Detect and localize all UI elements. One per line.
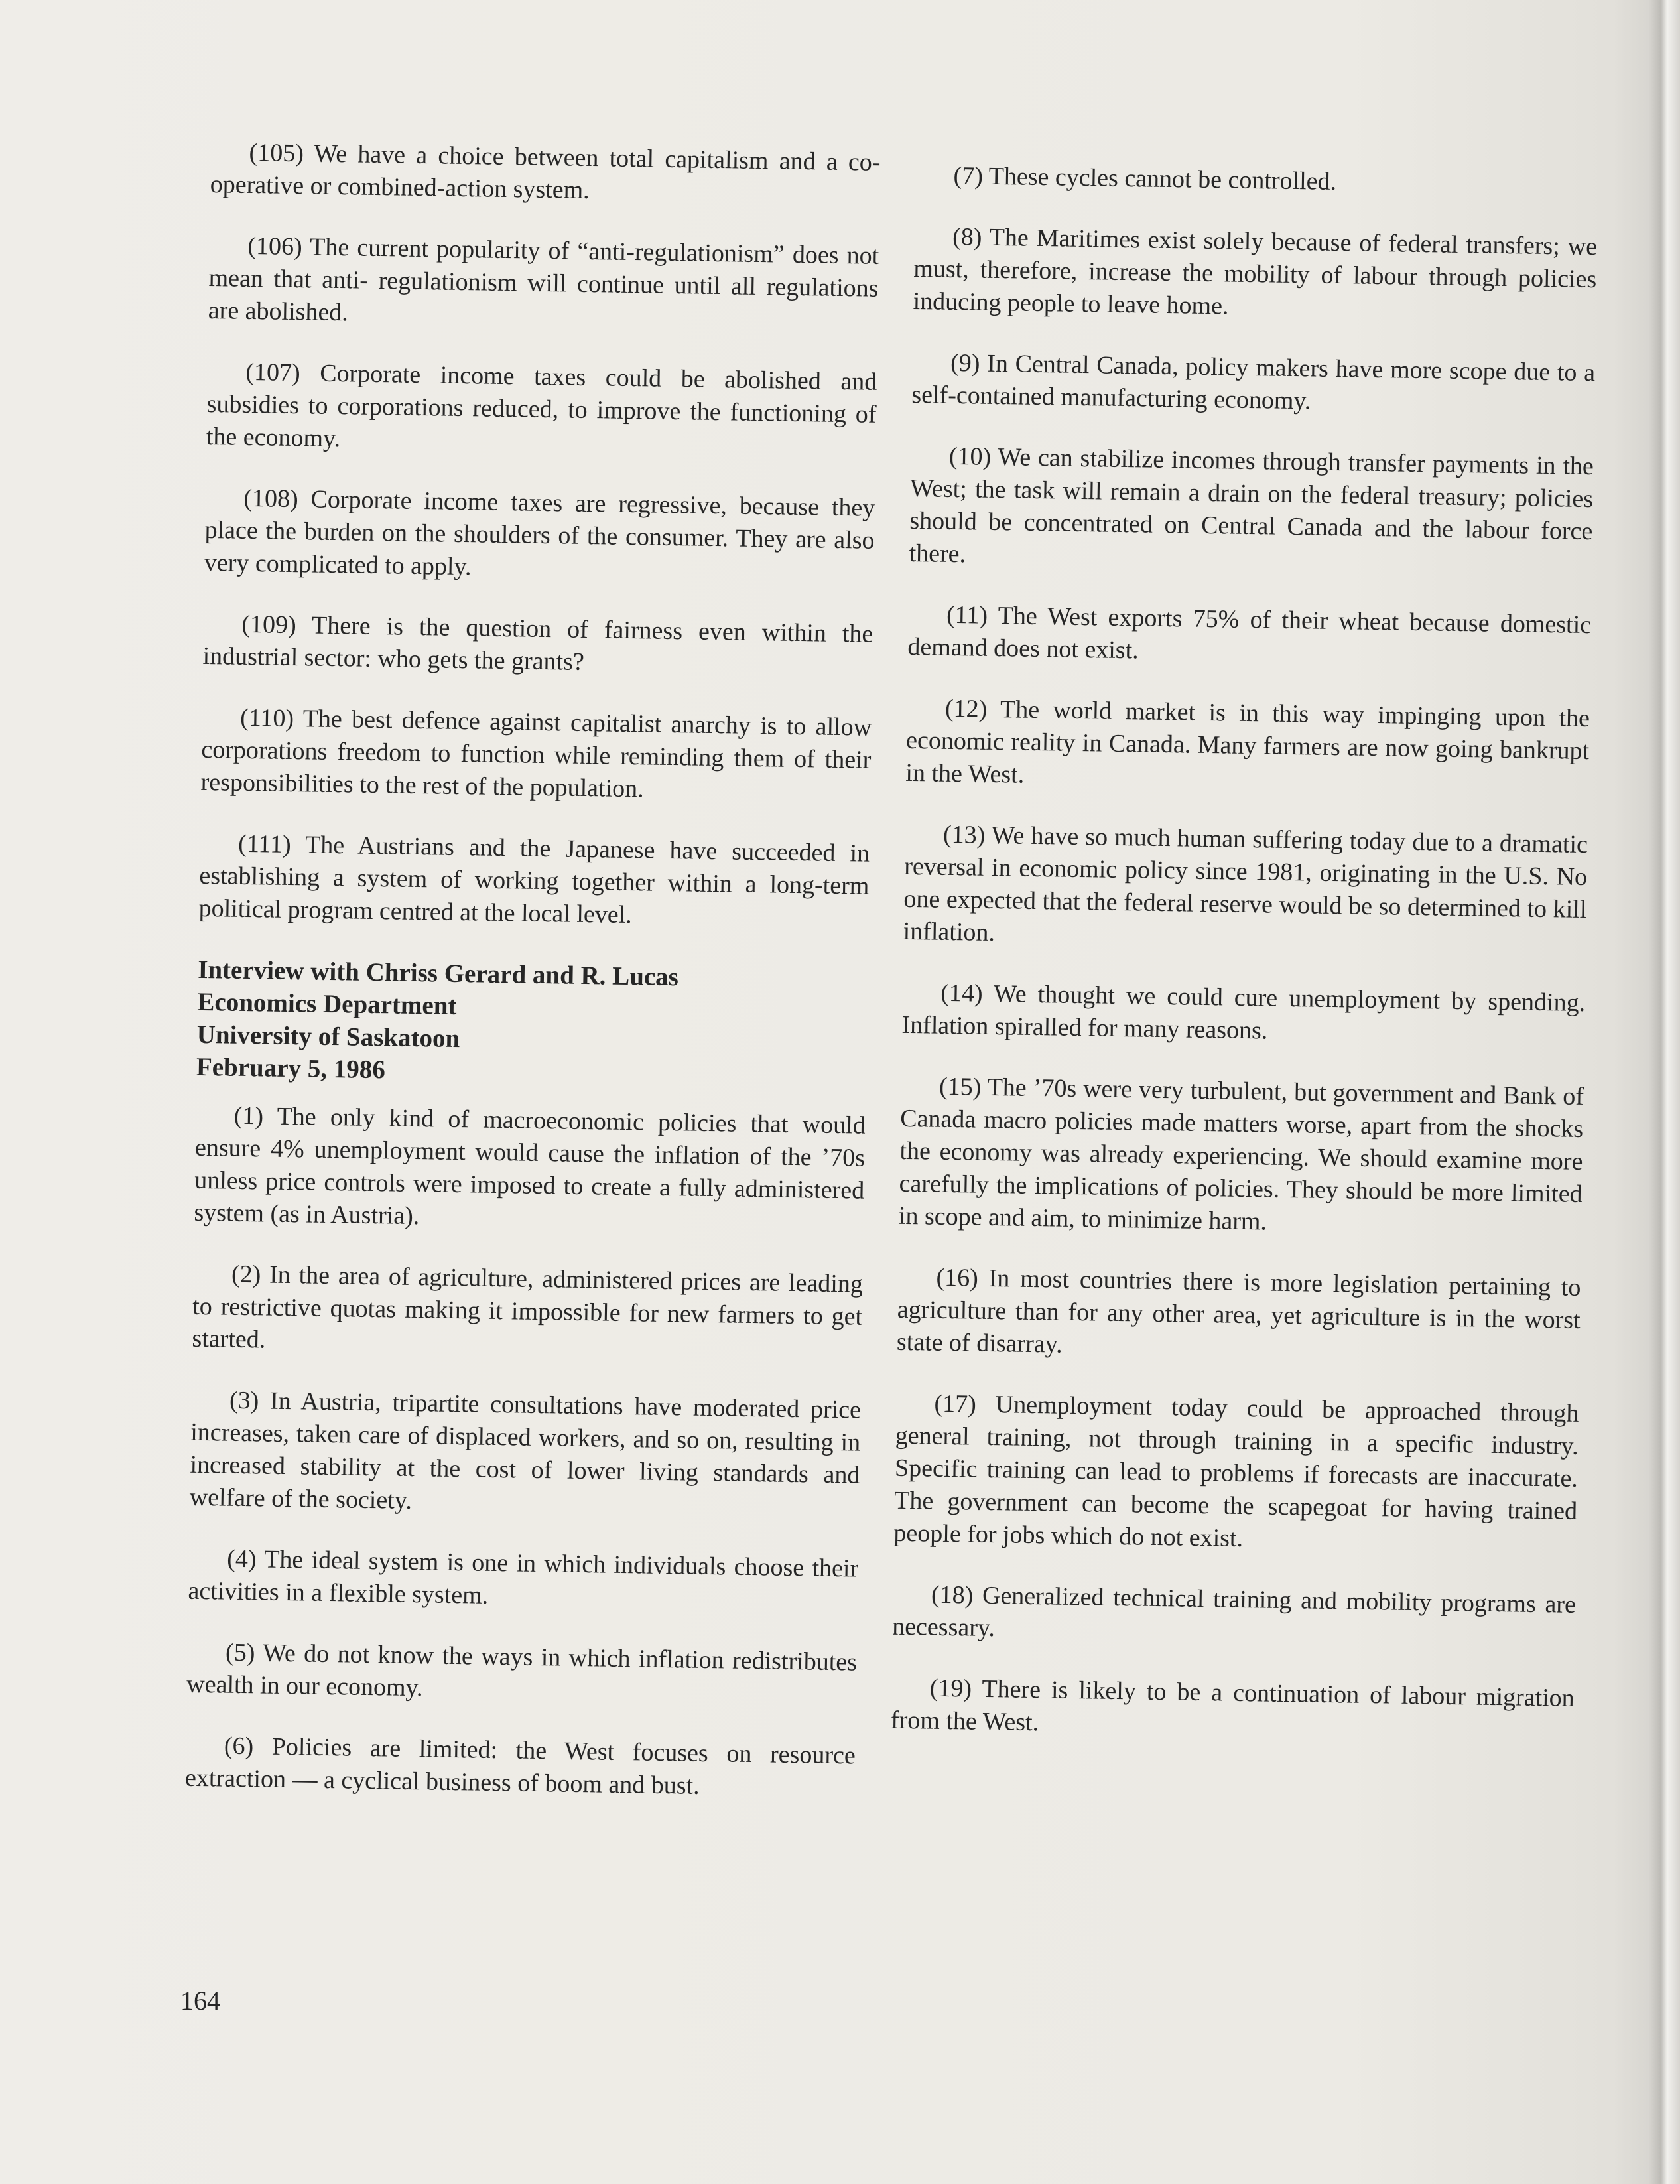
interview-title: Interview with Chriss Gerard and R. Lucas <box>197 955 679 992</box>
paragraph-110: (110) The best defence against capitalist anarchy is to allow corporations freedom to function while reminding them of their responsibilities to the rest of the population. <box>200 703 872 803</box>
interview-heading <box>196 953 868 1094</box>
paragraph-11: (11) The West exports 75% of their wheat because domestic demand does not exist. <box>907 600 1592 665</box>
page-number: 164 <box>180 1986 220 2015</box>
interview-date: February 5, 1986 <box>196 1052 386 1085</box>
interview-university: University of Saskatoon <box>196 1020 460 1054</box>
paragraph-9: (9) In Central Canada, policy makers have more scope due to a self-contained manufacturing economy. <box>911 348 1596 415</box>
paragraph-6: (6) Policies are limited: the West focuses on resource extraction — a cyclical business of boom and bust. <box>184 1732 856 1800</box>
paragraph-109: (109) There is the question of fairness even within the industrial sector: who gets the grants? <box>202 610 873 676</box>
paragraph-17: (17) Unemployment today could be approached through general training, not through training in a specific industry. Specific training can lead to problems if forecasts are inaccurate. The government can become the scapegoat for having trained people for jobs which do not exist. <box>893 1389 1579 1553</box>
paragraph-4: (4) The ideal system is one in which individuals choose their activities in a flexible system. <box>188 1544 859 1609</box>
paragraph-111: (111) The Austrians and the Japanese have succeeded in establishing a system of working together within a long-term political program centred at the local level. <box>198 829 870 929</box>
left-column <box>184 136 881 1834</box>
paragraph-5: (5) We do not know the ways in which inflation redistributes wealth in our economy. <box>186 1638 858 1702</box>
paragraph-10: (10) We can stabilize incomes through transfer payments in the West; the task will remain a drain on the federal treasury; policies should be concentrated on Central Canada and the labour force there. <box>909 442 1594 569</box>
paragraph-13: (13) We have so much human suffering today due to a dramatic reversal in economic policy since 1981, originating in the U.S. No one expected that the federal reserve would be so determined to kill inflation. <box>903 820 1588 947</box>
interview-department: Economics Department <box>197 987 457 1020</box>
paragraph-106: (106) The current popularity of “anti-regulationism” does not mean that anti- regulationism will continue until all regulations are abolished. <box>208 232 879 327</box>
paragraph-2: (2) In the area of agriculture, administered prices are leading to restrictive quotas making it impossible for new farmers to get started. <box>192 1260 864 1354</box>
paragraph-16: (16) In most countries there is more legislation pertaining to agriculture than for any other area, yet agriculture is in the worst state of disarray. <box>896 1263 1581 1359</box>
paragraph-15: (15) The ’70s were very turbulent, but government and Bank of Canada macro policies made matters worse, apart from the shocks the economy was already experiencing. We should examine more carefully the implications of policies. They should be more limited in scope and aim, to minimize harm. <box>898 1072 1584 1236</box>
page-edge-shadow <box>1648 0 1680 2184</box>
paragraph-14: (14) We thought we could cure unemployment by spending. Inflation spiralled for many reasons. <box>901 979 1586 1045</box>
paragraph-19: (19) There is likely to be a continuation of labour migration from the West. <box>890 1674 1575 1737</box>
paragraph-7: (7) These cycles cannot be controlled. <box>953 161 1337 196</box>
paragraph-18: (18) Generalized technical training and mobility programs are necessary. <box>891 1580 1577 1643</box>
paragraph-108: (108) Corporate income taxes are regressive, because they place the burden on the shoulders of the consumer. They are also very complicated to apply. <box>204 484 875 581</box>
paragraph-1: (1) The only kind of macroeconomic policies that would ensure 4% unemployment would cause the inflation of the ’70s unless price controls were imposed to create a fully administered system (as in Austria). <box>194 1101 866 1231</box>
paragraph-12: (12) The world market is in this way impinging upon the economic reality in Canada. Many farmers are now going bankrupt in the West. <box>905 694 1590 789</box>
paragraph-8: (8) The Maritimes exist solely because of federal transfers; we must, therefore, increase the mobility of labour through policies inducing people to leave home. <box>913 222 1598 320</box>
paragraph-107: (107) Corporate income taxes could be abolished and subsidies to corporations reduced, to improve the functioning of the economy. <box>206 358 877 453</box>
paragraph-3: (3) In Austria, tripartite consultations have moderated price increases, taken care of displaced workers, and so on, resulting in increased stability at the cost of lower living standards and welfare of the society. <box>189 1386 862 1515</box>
paragraph-105: (105) We have a choice between total capitalism and a co-operative or combined-action system. <box>210 138 881 204</box>
right-column <box>890 159 1598 1776</box>
